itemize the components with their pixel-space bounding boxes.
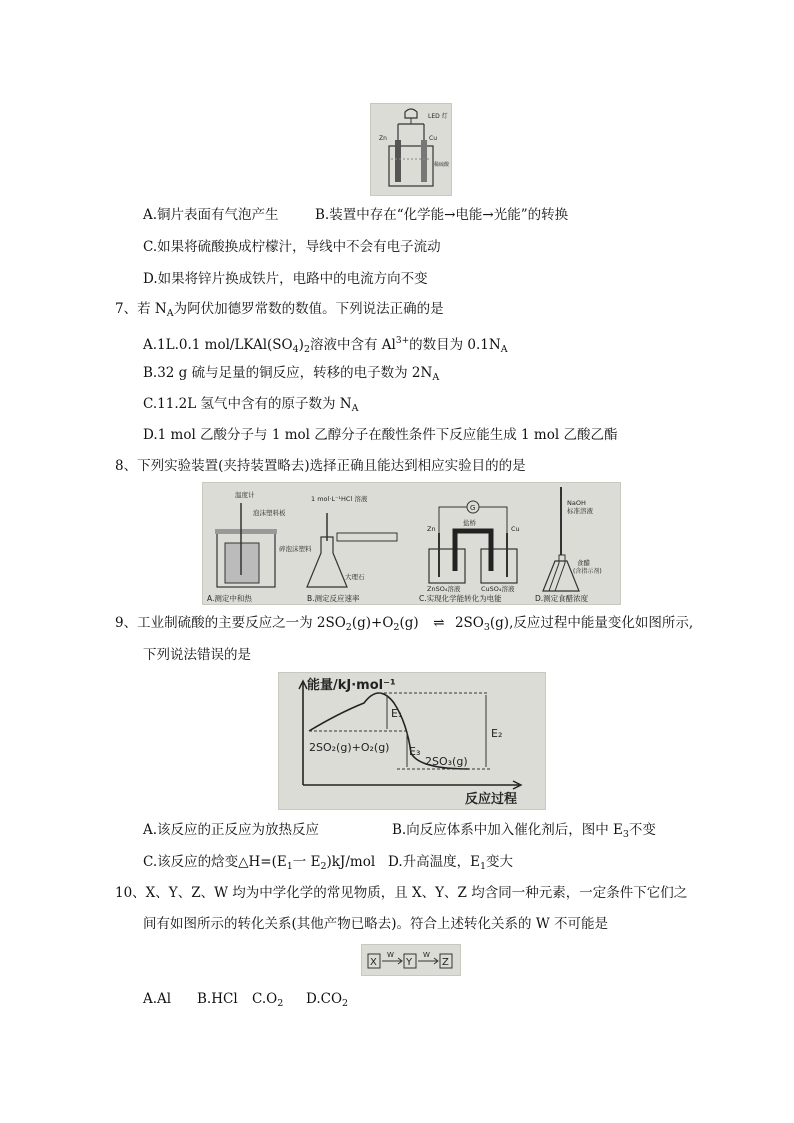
galvanic-cell-figure bbox=[370, 103, 452, 196]
q9-option-d: D.升高温度，$E_1$变大 bbox=[388, 854, 514, 872]
led-label: LED 灯 bbox=[428, 113, 448, 120]
q10-option-b: B.HCl bbox=[197, 991, 238, 1007]
standard-solution-label: 标准溶液 bbox=[567, 507, 593, 515]
q7-option-b: B.32 g 硫与足量的铜反应，转移的电子数为 $2N_A$ bbox=[143, 365, 440, 383]
flow-w1: W bbox=[387, 951, 394, 959]
q10-stem: 10、X、Y、Z、W 均为中学化学的常见物质，且 X、Y、Z 均含同一种元素，一定条件下它们之 bbox=[115, 885, 688, 901]
q9-stem: 9、工业制硫酸的主要反应之一为 $2SO_2(g)+O_2(g)$ ⇌ $2SO_3(g)$,反应过程中能量变化如图所示, bbox=[115, 615, 694, 633]
q10-stem-line2: 间有如图所示的转化关系(其他产物已略去)。符合上述转化关系的 W 不可能是 bbox=[143, 916, 608, 932]
reactants-label: 2SO₂(g)+O₂(g) bbox=[309, 741, 390, 754]
q10-option-c: $C.O_2$ bbox=[252, 991, 284, 1009]
q7-option-a: A.1L.0.1 mol/$LKAl(SO_4)_2$溶液中含有 $Al^{3+}$的数目为 $0.1N_A$ bbox=[143, 336, 508, 355]
caption-a: A.测定中和热 bbox=[207, 594, 252, 603]
q10-option-d: $D.CO_2$ bbox=[306, 991, 349, 1009]
q6-option-c: C.如果将硫酸换成柠檬汁，导线中不会有电子流动 bbox=[143, 239, 441, 255]
flow-z: Z bbox=[442, 957, 449, 968]
q9-option-c: C.该反应的焓变$\triangle H=(E_1$一 $E_2)kJ$/mol bbox=[143, 854, 376, 872]
caption-b: B.测定反应速率 bbox=[307, 594, 360, 603]
e3-label: E₃ bbox=[409, 745, 421, 758]
y-axis-label: 能量/kJ·mol⁻¹ bbox=[307, 678, 396, 693]
q7-option-c: C.11.2L 氢气中含有的原子数为 $N_A$ bbox=[143, 396, 359, 414]
acid-label: 稀硫酸 bbox=[434, 162, 450, 168]
q7-stem: 7、若 $N_A$为阿伏加德罗常数的数值。下列说法正确的是 bbox=[115, 301, 444, 319]
q9-option-b: B.向反应体系中加入催化剂后，图中 $E_3$不变 bbox=[392, 822, 656, 840]
hcl-label: 1 mol·L⁻¹HCl 溶液 bbox=[311, 495, 368, 503]
flow-w2: W bbox=[423, 951, 430, 959]
q7-option-d: D.1 mol 乙酸分子与 1 mol 乙醇分子在酸性条件下反应能生成 1 mol 乙酸乙酯 bbox=[143, 427, 618, 443]
naoh-label: NaOH bbox=[567, 499, 586, 507]
q9-stem-line2: 下列说法错误的是 bbox=[143, 647, 251, 663]
vinegar-label: 食醋 bbox=[577, 559, 590, 567]
flow-y: Y bbox=[406, 957, 413, 968]
e1-label: E₁ bbox=[391, 707, 403, 720]
equilibrium-arrow-icon: ⇌ bbox=[433, 615, 445, 631]
indicator-label: (含指示剂) bbox=[573, 568, 602, 575]
x-axis-label: 反应过程 bbox=[465, 792, 518, 807]
q6-option-d: D.如果将锌片换成铁片，电路中的电流方向不变 bbox=[143, 271, 428, 287]
salt-bridge-label: 盐桥 bbox=[463, 519, 476, 527]
cuso4-label: CuSO₄溶液 bbox=[481, 585, 515, 593]
products-label: 2SO₃(g) bbox=[425, 755, 468, 768]
e2-label: E₂ bbox=[491, 727, 503, 740]
galvanometer-label: G bbox=[470, 504, 476, 512]
experiment-apparatus-figure bbox=[202, 482, 621, 605]
energy-diagram-figure bbox=[278, 672, 546, 810]
q6-option-b: B.装置中存在“化学能→电能→光能”的转换 bbox=[315, 207, 569, 223]
foam-board-label: 泡沫塑料板 bbox=[253, 509, 286, 517]
caption-d: D.测定食醋浓度 bbox=[535, 594, 589, 603]
cu-label: Cu bbox=[429, 135, 437, 142]
zn-label: Zn bbox=[379, 135, 387, 142]
zn-electrode-label: Zn bbox=[427, 525, 436, 533]
q6-option-a: A.铜片表面有气泡产生 bbox=[143, 207, 279, 223]
foam-label: 碎泡沫塑料 bbox=[279, 545, 312, 553]
cu-electrode-label: Cu bbox=[511, 525, 520, 533]
flow-x: X bbox=[370, 957, 377, 968]
marble-label: 大理石 bbox=[345, 573, 365, 581]
q10-option-a: A.Al bbox=[143, 991, 172, 1007]
conversion-flow-figure bbox=[361, 944, 461, 976]
q9-option-a: A.该反应的正反应为放热反应 bbox=[143, 822, 320, 838]
thermometer-label: 温度计 bbox=[235, 491, 255, 499]
caption-c: C.实现化学能转化为电能 bbox=[419, 594, 502, 603]
znso4-label: ZnSO₄溶液 bbox=[427, 585, 461, 593]
q8-stem: 8、下列实验装置(夹持装置略去)选择正确且能达到相应实验目的的是 bbox=[115, 458, 526, 474]
